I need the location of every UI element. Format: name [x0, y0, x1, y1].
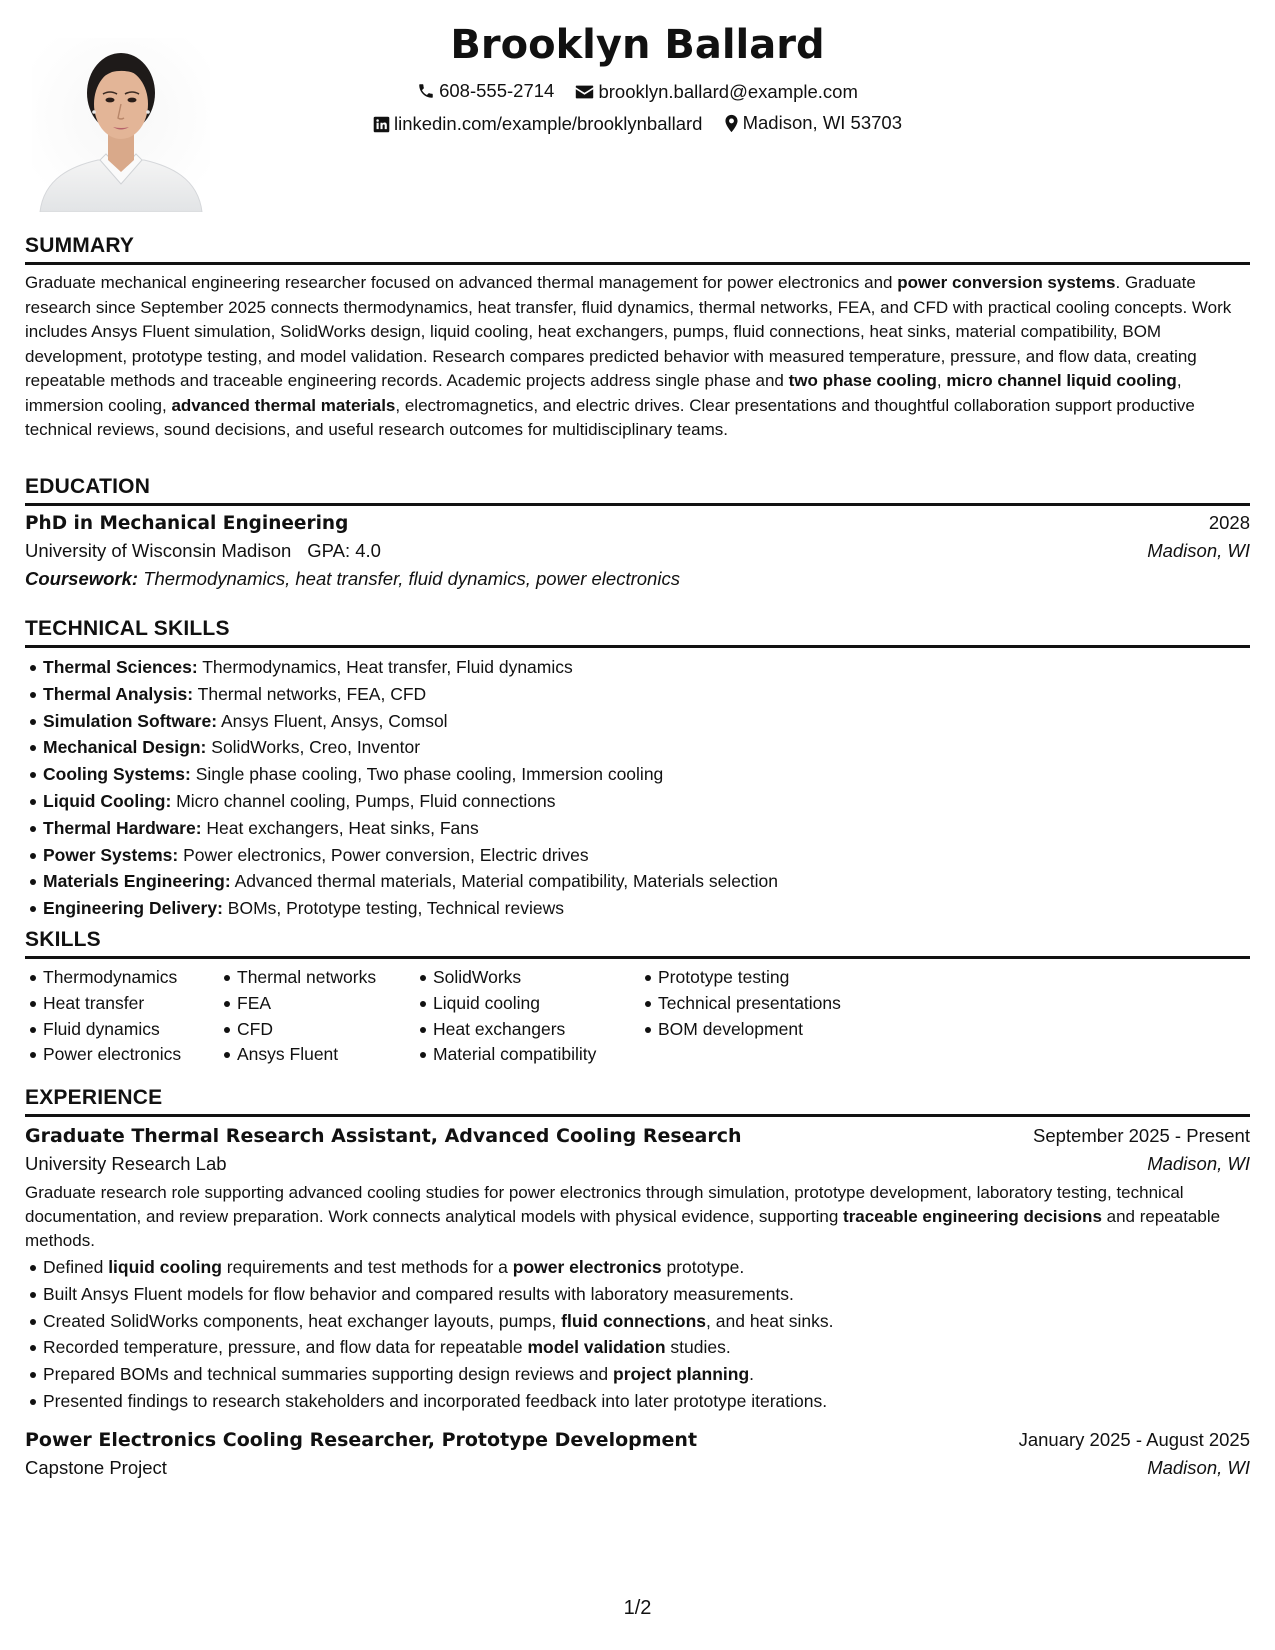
education-section [25, 475, 1250, 590]
linkedin-icon [373, 116, 390, 133]
section-divider [25, 503, 1250, 506]
text-run: , electromagnetics, and electric drives. Clear presentations and thoughtful collaboration support productive technical reviews, sound decisions, and useful research outcomes for multidisciplinary teams. [25, 395, 1195, 439]
skills-columns [25, 965, 1250, 1068]
bold-text: fluid connections [561, 1310, 707, 1331]
skill-category-label: Materials Engineering: [43, 871, 231, 892]
linkedin-contact[interactable] [373, 113, 703, 135]
list-item: CFD [219, 1017, 415, 1043]
text-run: , immersion cooling, [25, 371, 1182, 415]
candidate-name: Brooklyn Ballard [450, 22, 825, 68]
list-item [25, 1388, 1250, 1415]
skills-column-4 [640, 965, 900, 1068]
text-run: Prepared BOMs and technical summaries supporting design reviews and [43, 1364, 614, 1385]
skill-category-value: Power electronics, Power conversion, Electric drives [183, 844, 589, 865]
list-item: Technical presentations [640, 991, 900, 1017]
skills-column-2 [219, 965, 415, 1068]
text-run: Built Ansys Fluent models for flow behavior and compared results with laboratory measurements. [43, 1283, 794, 1304]
job-header-2 [25, 1429, 1250, 1451]
list-item: Thermal networks [219, 965, 415, 991]
list-item: BOM development [640, 1017, 900, 1043]
job-dates: January 2025 - August 2025 [1018, 1428, 1250, 1450]
list-item: SolidWorks [415, 965, 640, 991]
technical-skills-section [25, 617, 1250, 922]
skill-category-value: Heat exchangers, Heat sinks, Fans [206, 817, 479, 838]
list-item: Heat transfer [25, 991, 219, 1017]
job-header-1 [25, 1125, 1250, 1147]
page-number: 1/2 [623, 1597, 652, 1619]
gpa: GPA: 4.0 [307, 540, 381, 561]
contact-line-2 [0, 112, 1275, 138]
list-item: Power electronics [25, 1042, 219, 1068]
list-item: Prototype testing [640, 965, 900, 991]
skills-section [25, 928, 1250, 1068]
email-text: brooklyn.ballard@example.com [598, 81, 858, 102]
bold-text: micro channel liquid cooling [946, 371, 1177, 390]
text-run: , [936, 371, 947, 390]
text-run: . [749, 1364, 755, 1385]
skills-column-1 [25, 965, 219, 1068]
section-divider [25, 645, 1250, 648]
education-location: Madison, WI [1147, 540, 1250, 561]
phone-icon [417, 82, 435, 100]
text-run: Defined [43, 1257, 109, 1277]
job-subheader-1 [25, 1153, 1250, 1175]
list-item [25, 654, 1250, 681]
list-item [25, 734, 1250, 761]
skill-category-label: Thermal Analysis: [43, 683, 194, 704]
skill-category-value: Ansys Fluent, Ansys, Comsol [220, 710, 448, 731]
text-run: requirements and test methods for a [221, 1257, 513, 1277]
job-organization: University Research Lab [25, 1153, 227, 1174]
technical-skills-list [25, 654, 1250, 922]
location-contact [724, 112, 902, 134]
section-title-summary: SUMMARY [25, 234, 135, 257]
coursework-label: Coursework: [25, 568, 139, 589]
text-run: and repeatable methods. [25, 1207, 1221, 1250]
skill-category-value: Single phase cooling, Two phase cooling, Immersion cooling [195, 764, 664, 785]
list-item [25, 788, 1250, 815]
list-item [25, 1361, 1250, 1388]
job-title: Graduate Thermal Research Assistant, Advanced Cooling Research [25, 1125, 742, 1147]
bold-text: liquid cooling [108, 1257, 222, 1277]
experience-section [25, 1086, 1250, 1479]
section-divider [25, 956, 1250, 959]
email-contact[interactable] [575, 81, 857, 103]
list-item: Heat exchangers [415, 1017, 640, 1043]
section-title-education: EDUCATION [25, 475, 151, 498]
text-run: , and heat sinks. [706, 1310, 834, 1331]
summary-section [25, 234, 1250, 443]
phone-text: 608-555-2714 [439, 80, 555, 101]
list-item [25, 681, 1250, 708]
text-run: studies. [665, 1337, 731, 1358]
skill-category-label: Thermal Hardware: [43, 817, 202, 838]
list-item [25, 1308, 1250, 1335]
phone-contact[interactable] [417, 80, 554, 102]
bold-text: model validation [527, 1337, 666, 1358]
section-title-technical-skills: TECHNICAL SKILLS [25, 617, 230, 640]
contact-line-1 [0, 80, 1275, 105]
bold-text: two phase cooling [788, 371, 937, 390]
coursework-line [25, 568, 1250, 590]
skill-category-value: Thermal networks, FEA, CFD [197, 683, 427, 704]
institution-line [25, 540, 381, 562]
list-item [25, 815, 1250, 842]
job-organization: Capstone Project [25, 1456, 167, 1478]
skill-category-label: Thermal Sciences: [43, 657, 198, 677]
skill-category-value: BOMs, Prototype testing, Technical reviews [227, 898, 565, 919]
linkedin-text: linkedin.com/example/brooklynballard [393, 113, 703, 134]
section-divider [25, 1114, 1250, 1117]
list-item [25, 761, 1250, 788]
list-item: Ansys Fluent [219, 1042, 415, 1068]
list-item [25, 1254, 1250, 1281]
skill-category-label: Liquid Cooling: [43, 790, 172, 811]
skill-category-value: Micro channel cooling, Pumps, Fluid connections [176, 790, 556, 811]
list-item: FEA [219, 991, 415, 1017]
list-item: Liquid cooling [415, 991, 640, 1017]
job-location: Madison, WI [1147, 1456, 1250, 1478]
text-run: Presented findings to research stakeholders and incorporated feedback into later prototype iterations. [43, 1390, 828, 1411]
skills-column-3 [415, 965, 640, 1068]
skill-category-label: Engineering Delivery: [43, 898, 223, 919]
text-run: prototype. [661, 1257, 745, 1277]
text-run: . Graduate research since September 2025 connects thermodynamics, heat transfer, fluid dynamics, thermal networks, FEA, and CFD with practical cooling concepts. Work includes Ansys Fluent simulation, SolidWorks design, liquid cooling, heat exchangers, pumps, fluid connections, heat sinks, material compatibility, BOM development, prototype testing, and model validation. Research compares predicted behavior with measured temperature, pressure, and flow data, creating repeatable methods and traceable engineering records. Academic projects address single phase and [25, 273, 1232, 390]
coursework-text: Thermodynamics, heat transfer, fluid dynamics, power electronics [143, 568, 680, 589]
job-dates: September 2025 - Present [1033, 1125, 1250, 1146]
list-item [25, 868, 1250, 895]
list-item: Fluid dynamics [25, 1017, 219, 1043]
institution-name: University of Wisconsin Madison [25, 540, 292, 561]
skill-category-label: Cooling Systems: [43, 764, 191, 785]
bold-text: traceable engineering decisions [843, 1207, 1102, 1226]
text-run: Recorded temperature, pressure, and flow data for repeatable [43, 1337, 528, 1358]
map-pin-icon [724, 114, 739, 133]
graduation-year: 2028 [1208, 512, 1250, 533]
job-subheader-2 [25, 1457, 1250, 1479]
bold-text: power electronics [512, 1257, 662, 1277]
section-divider [25, 262, 1250, 265]
bold-text: power conversion systems [897, 273, 1116, 292]
list-item [25, 708, 1250, 735]
list-item [25, 842, 1250, 869]
skill-category-label: Power Systems: [43, 844, 179, 865]
job-description [25, 1181, 1250, 1253]
list-item: Material compatibility [415, 1042, 640, 1068]
skill-category-value: SolidWorks, Creo, Inventor [211, 737, 421, 758]
bold-text: project planning [613, 1364, 750, 1385]
section-title-skills: SKILLS [25, 928, 101, 951]
list-item [25, 1334, 1250, 1361]
job-title: Power Electronics Cooling Researcher, Prototype Development [25, 1428, 698, 1451]
degree-name: PhD in Mechanical Engineering [25, 513, 349, 534]
skill-category-label: Mechanical Design: [43, 737, 207, 758]
section-title-experience: EXPERIENCE [25, 1086, 163, 1109]
text-run: Graduate mechanical engineering researcher focused on advanced thermal management for power electronics and [25, 273, 898, 292]
list-item: Thermodynamics [25, 965, 219, 991]
skill-category-value: Thermodynamics, Heat transfer, Fluid dynamics [202, 657, 573, 677]
text-run: Created SolidWorks components, heat exchanger layouts, pumps, [43, 1310, 562, 1331]
skill-category-label: Simulation Software: [43, 710, 218, 731]
envelope-icon [575, 84, 594, 100]
job-bullets [25, 1254, 1250, 1415]
education-row-2 [25, 540, 1250, 562]
list-item [25, 1281, 1250, 1308]
summary-paragraph [25, 271, 1250, 443]
education-row-1 [25, 512, 1250, 534]
list-item [25, 895, 1250, 922]
text-run: Graduate research role supporting advanced cooling studies for power electronics through simulation, prototype development, laboratory testing, technical documentation, and review preparation. Work connects analytical models with physical evidence, supporting [25, 1183, 1184, 1226]
bold-text: advanced thermal materials [171, 395, 396, 415]
job-location: Madison, WI [1147, 1153, 1250, 1174]
location-text: Madison, WI 53703 [742, 112, 903, 133]
skill-category-value: Advanced thermal materials, Material compatibility, Materials selection [234, 871, 778, 892]
